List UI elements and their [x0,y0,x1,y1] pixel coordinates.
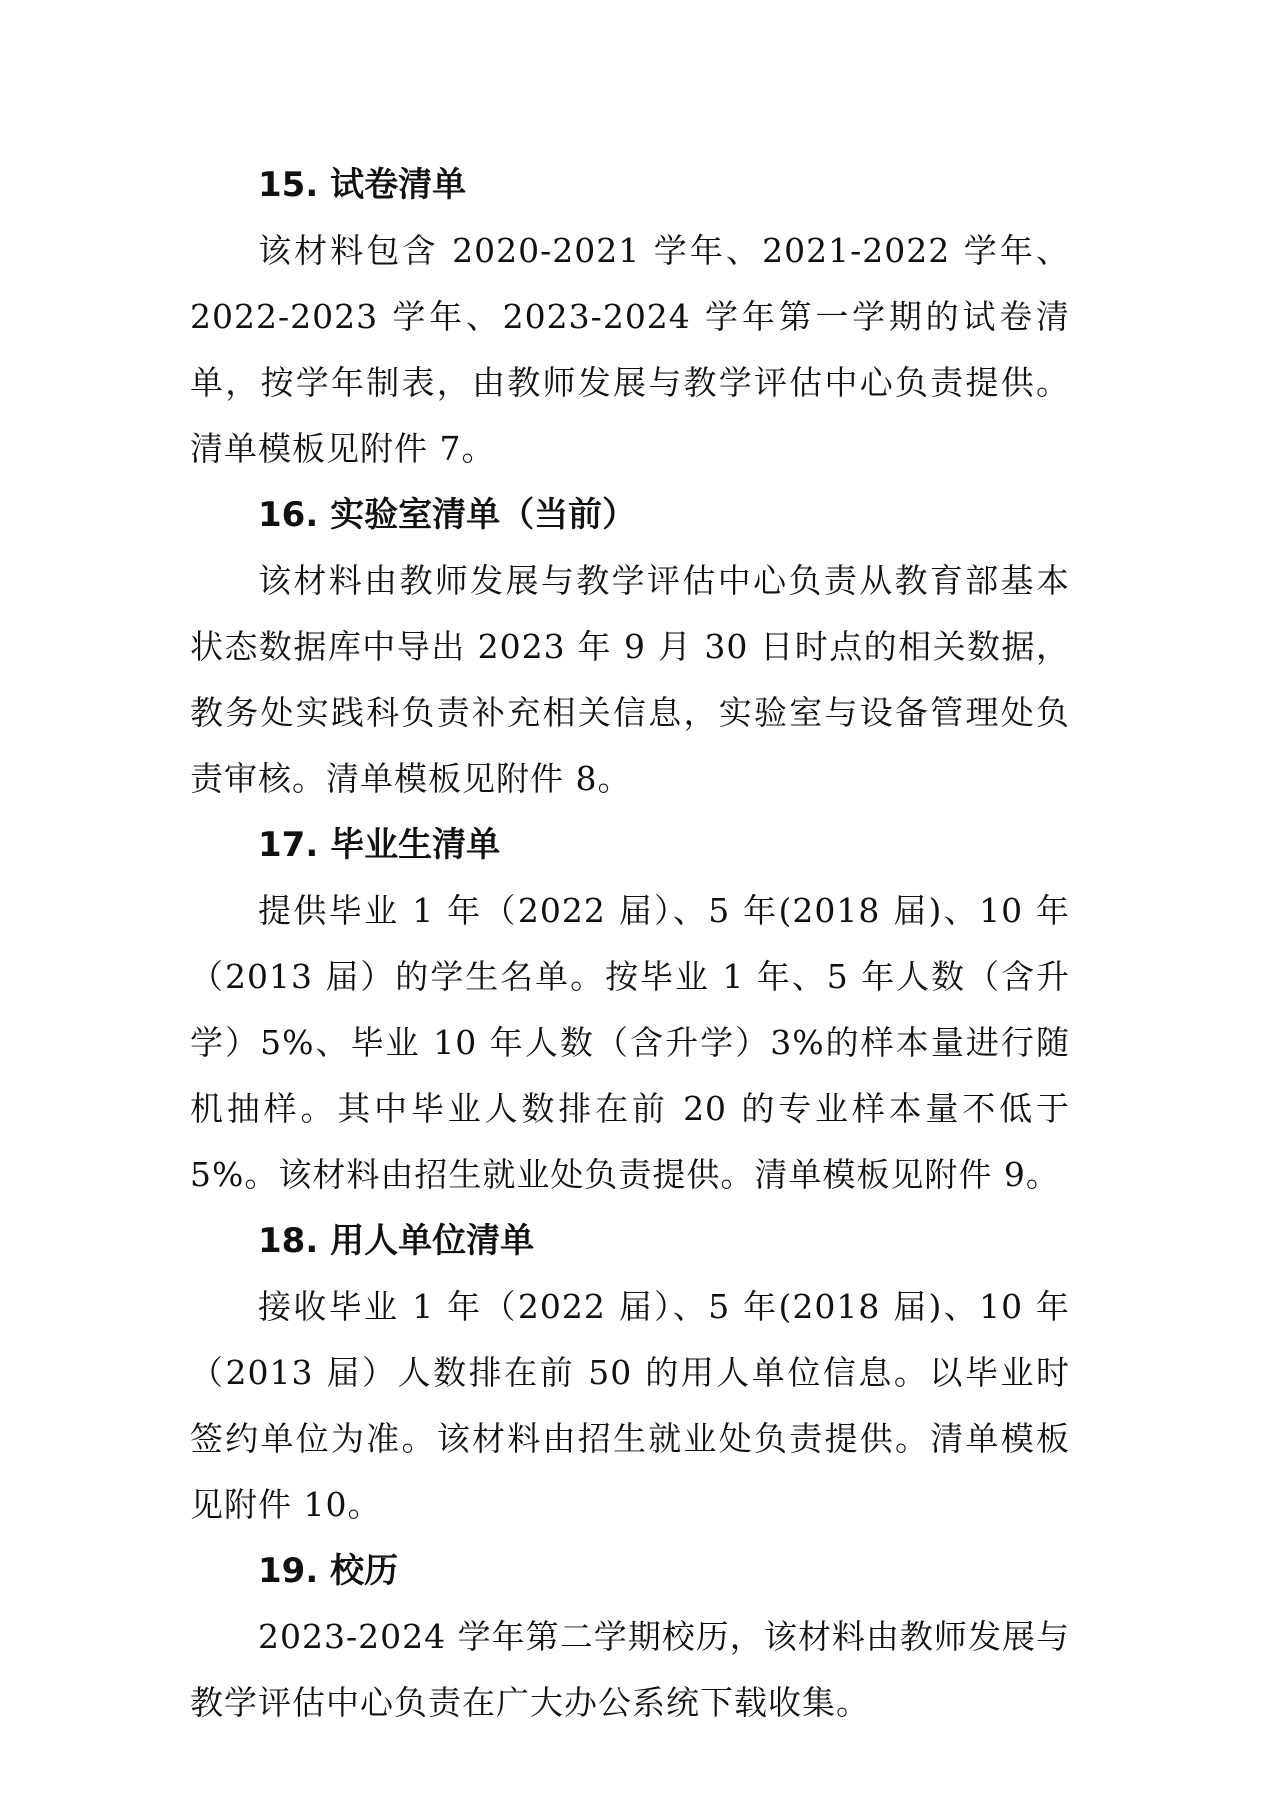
section-paragraph: 接收毕业 1 年（2022 届）、5 年(2018 届)、10 年（2013 届）人数排在前 50 的用人单位信息。以毕业时签约单位为准。该材料由招生就业处负责提供。清单模板见附件 10。 [190,1287,1070,1524]
document-body [190,152,1070,1736]
section-heading: 18. 用人单位清单 [258,1221,535,1261]
section-paragraph: 提供毕业 1 年（2022 届）、5 年(2018 届)、10 年（2013 届）的学生名单。按毕业 1 年、5 年人数（含升学）5%、毕业 10 年人数（含升学）3%的样本量进行随机抽样。其中毕业人数排在前 20 的专业样本量不低于 5%。该材料由招生就业处负责提供。清单模板见附件 9。 [190,891,1070,1194]
section-heading: 15. 试卷清单 [258,165,467,205]
section-heading: 19. 校历 [258,1551,399,1591]
section-heading: 17. 毕业生清单 [258,825,501,865]
section-16 [190,482,1070,812]
section-paragraph: 2023-2024 学年第二学期校历，该材料由教师发展与教学评估中心负责在广大办公系统下载收集。 [190,1617,1070,1722]
section-18 [190,1208,1070,1538]
section-15 [190,152,1070,482]
section-17 [190,812,1070,1208]
section-19 [190,1538,1070,1736]
section-paragraph: 该材料由教师发展与教学评估中心负责从教育部基本状态数据库中导出 2023 年 9 月 30 日时点的相关数据，教务处实践科负责补充相关信息，实验室与设备管理处负责审核。清单模板见附件 8。 [190,561,1070,798]
section-paragraph: 该材料包含 2020-2021 学年、2021-2022 学年、2022-2023 学年、2023-2024 学年第一学期的试卷清单，按学年制表，由教师发展与教学评估中心负责提供。清单模板见附件 7。 [190,231,1070,468]
section-heading: 16. 实验室清单（当前） [258,495,637,535]
